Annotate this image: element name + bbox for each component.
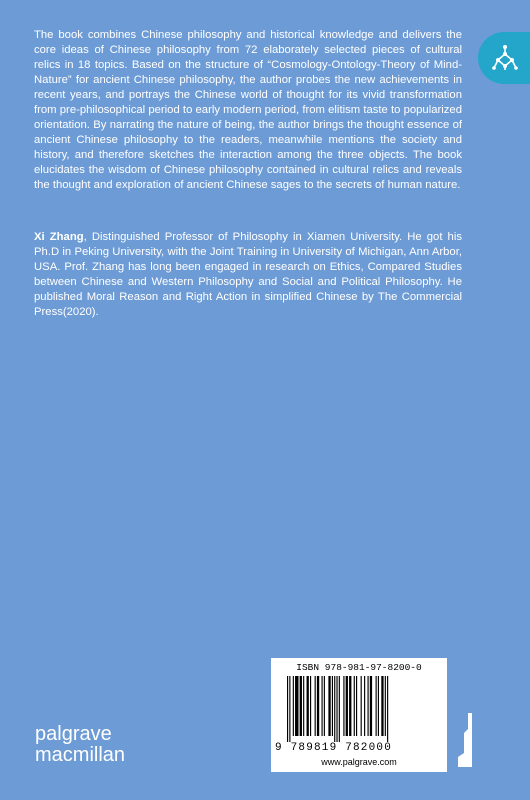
barcode-bar — [354, 676, 355, 736]
barcode-bar — [293, 676, 294, 736]
barcode-bar — [349, 676, 351, 736]
barcode-bar — [295, 676, 298, 736]
publisher-logo-palgrave: palgrave — [35, 723, 112, 745]
barcode-bar — [376, 676, 377, 736]
barcode-bars — [287, 676, 431, 742]
barcode-bar — [339, 676, 340, 742]
barcode-bar — [334, 676, 335, 742]
isbn-label: ISBN 978-981-97-8200-0 — [296, 662, 422, 673]
barcode-bar — [332, 676, 333, 736]
barcode-bar — [289, 676, 290, 742]
barcode-bar — [317, 676, 319, 736]
barcode-bar — [300, 676, 302, 736]
barcode-bar — [361, 676, 362, 736]
author-name: Xi Zhang — [34, 231, 84, 243]
barcode-bar — [328, 676, 330, 736]
barcode-bar — [336, 676, 337, 742]
barcode-digits: 9 789819 782000 — [275, 742, 393, 754]
barcode-bar — [381, 676, 383, 736]
barcode-bar — [356, 676, 357, 736]
barcode-bar — [324, 676, 325, 736]
isbn-barcode — [271, 658, 447, 772]
barcode-bar — [307, 676, 309, 736]
network-icon — [492, 44, 518, 72]
book-description: The book combines Chinese philosophy and historical knowledge and delivers the core ideas of Chinese philosophy from 72 elaborately selected pieces of cultural relics in 18 topics. Based on the structure of “Cosmology-Ontology-Theory of Mind-Nature” for ancient Chinese philosophy, the author probes the new achievements in recent years, and portrays the Chinese world of thought for its vivid transformation from pre-philosophical period to early modern period, from elitism taste to popularized orientation. By narrating the nature of being, the author brings the thought essence of ancient Chinese philosophy to the readers, meanwhile mentions the society and history, and therefore sketches the interaction among the three objects. The book elucidates the wisdom of Chinese philosophy contained in cultural relics and reveals the thought and exploration of ancient Chinese sages to the secrets of human nature. — [34, 29, 462, 191]
publisher-mark-icon — [458, 713, 472, 767]
barcode-bar — [387, 676, 388, 742]
barcode-bar — [322, 676, 323, 736]
author-bio — [34, 230, 462, 320]
barcode-bar — [364, 676, 365, 736]
barcode-bar — [368, 676, 369, 736]
publisher-url: www.palgrave.com — [321, 757, 397, 767]
barcode-bar — [315, 676, 316, 736]
publisher-logo-macmillan: macmillan — [35, 744, 126, 766]
barcode-bar — [287, 676, 288, 742]
barcode-bar — [378, 676, 379, 736]
springer-badge — [478, 32, 530, 84]
barcode-bar — [343, 676, 344, 736]
barcode-bar — [370, 676, 372, 736]
barcode-bar — [385, 676, 386, 736]
author-bio-text: , Distinguished Professor of Philosophy in Xiamen University. He got his Ph.D in Peking University, with the Joint Training in University of Michigan, Ann Arbor, USA. Prof. Zhang has long been engaged in research on Ethics, Compared Studies between Chinese and Western Philosophy and Social and Political Philosophy. He published Moral Reason and Right Action in simplified Chinese by The Commercial Press(2020). — [34, 231, 462, 318]
barcode-bar — [303, 676, 304, 736]
barcode-bar — [310, 676, 311, 736]
barcode-bar — [346, 676, 348, 736]
